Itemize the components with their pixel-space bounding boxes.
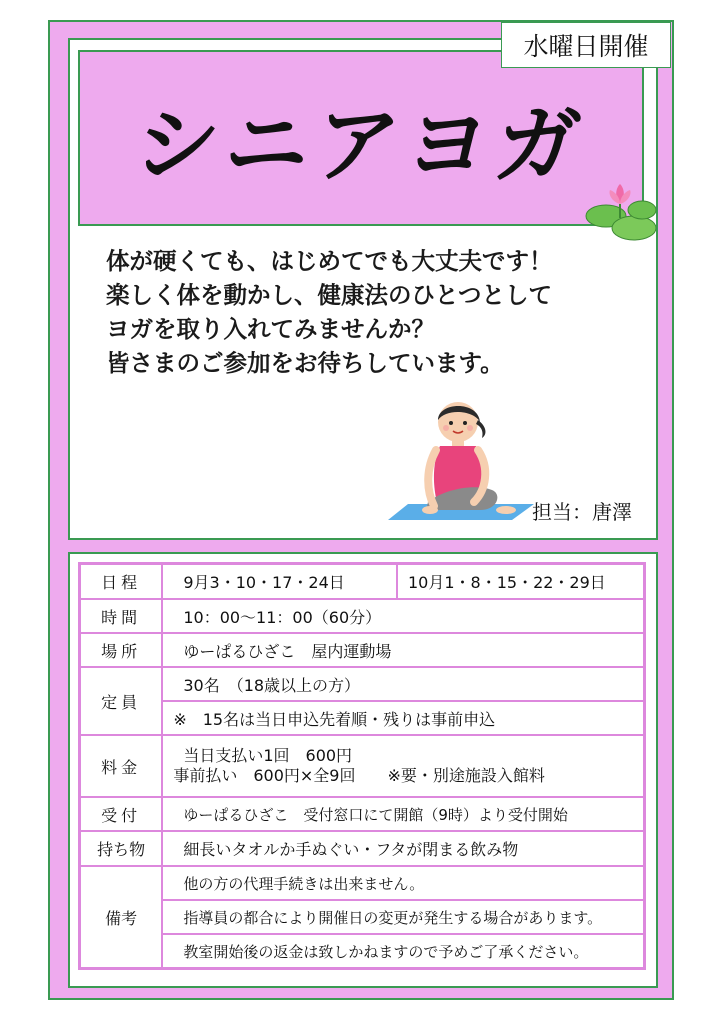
capacity-label: 定員 (80, 667, 162, 735)
intro-line: 皆さまのご参加をお待ちしています。 (106, 349, 504, 377)
remarks-line: 教室開始後の返金は致しかねますので予めご了承ください。 (162, 934, 644, 968)
schedule-label: 日程 (80, 564, 162, 599)
remarks-line: 指導員の都合により開催日の変更が発生する場合があります。 (162, 900, 644, 934)
page-title: シニアヨガ (130, 95, 591, 194)
place-label: 場所 (80, 633, 162, 667)
table-row (80, 797, 644, 831)
fee-label: 料金 (80, 735, 162, 797)
reception-label: 受付 (80, 797, 162, 831)
items-label: 持ち物 (80, 831, 162, 866)
remarks-line: 他の方の代理手続きは出来ません。 (162, 866, 644, 900)
intro-line: 体が硬くても、はじめてでも大丈夫です！ (106, 247, 553, 275)
capacity-value: 30名 （18歳以上の方） (162, 667, 644, 701)
table-row (80, 633, 644, 667)
capacity-note: ※ 15名は当日申込先着順・残りは事前申込 (162, 701, 644, 735)
fee-value (162, 735, 644, 797)
intro-line: ヨガを取り入れてみませんか？ (106, 315, 435, 343)
table-row (80, 599, 644, 633)
table-row (80, 667, 644, 701)
items-value: 細長いタオルか手ぬぐい・フタが閉まる飲み物 (162, 831, 644, 866)
table-row (80, 735, 644, 797)
title-banner (78, 50, 644, 226)
table-row (80, 866, 644, 900)
schedule-september: 9月3・10・17・24日 (162, 564, 397, 599)
intro-text (106, 244, 553, 380)
time-label: 時間 (80, 599, 162, 633)
time-value: 10：00～11：00（60分） (162, 599, 644, 633)
fee-line: 事前払い 600円×全9回 ※要・別途施設入館料 (173, 766, 545, 785)
details-table (78, 562, 646, 970)
lotus-icon (584, 180, 658, 244)
remarks-label: 備考 (80, 866, 162, 968)
fee-line: 当日支払い1回 600円 (183, 746, 353, 765)
day-badge: 水曜日開催 (501, 22, 671, 68)
instructor-name: 担当：唐澤 (532, 500, 632, 524)
table-row (80, 564, 644, 599)
table-row (80, 900, 644, 934)
yoga-woman-illustration (386, 398, 536, 526)
table-row (80, 934, 644, 968)
table-row (80, 701, 644, 735)
intro-line: 楽しく体を動かし、健康法のひとつとして (106, 281, 553, 309)
reception-value: ゆーぱるひざこ 受付窓口にて開館（9時）より受付開始 (162, 797, 644, 831)
schedule-october: 10月1・8・15・22・29日 (397, 564, 644, 599)
place-value: ゆーぱるひざこ 屋内運動場 (162, 633, 644, 667)
table-row (80, 831, 644, 866)
